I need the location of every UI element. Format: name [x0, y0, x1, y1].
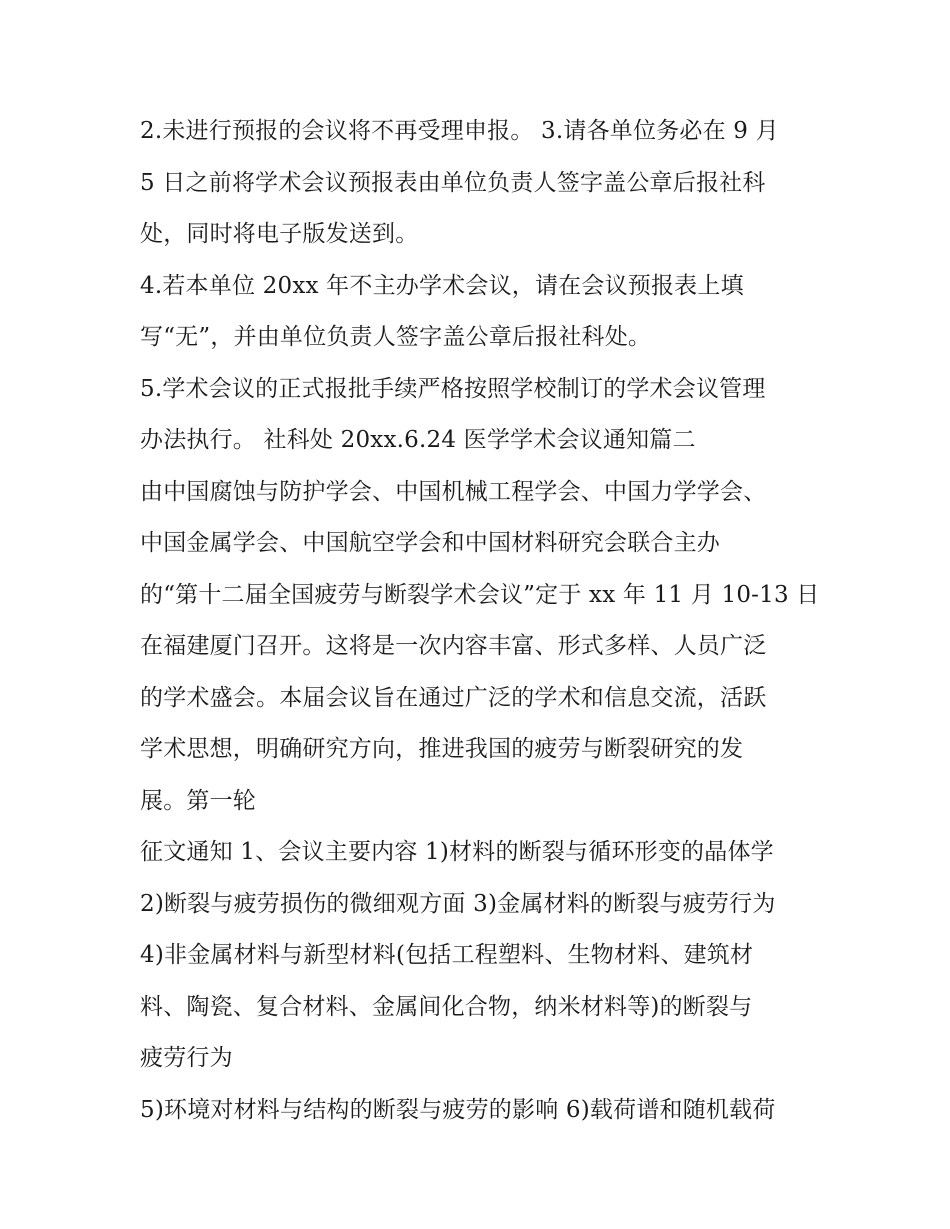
text-line: 5)环境对材料与结构的断裂与疲劳的影响 6)载荷谱和随机载荷 — [140, 1096, 776, 1123]
text-line: 在福建厦门召开。这将是一次内容丰富、形式多样、人员广泛 — [140, 633, 767, 659]
text-line: 写“无”，并由单位负责人签字盖公章后报社科处。 — [140, 324, 652, 350]
text-line: 2.未进行预报的会议将不再受理申报。 3.请各单位务必在 9 月 — [140, 118, 779, 144]
text-line: 5.学术会议的正式报批手续严格按照学校制订的学术会议管理 — [140, 375, 766, 402]
text-line: 5 日之前将学术会议预报表由单位负责人签字盖公章后报社科 — [140, 169, 766, 196]
text-line: 2)断裂与疲劳损伤的微细观方面 3)金属材料的断裂与疲劳行为 — [140, 890, 776, 917]
text-line: 征文通知 1、会议主要内容 1)材料的断裂与循环形变的晶体学 — [140, 839, 774, 865]
text-line: 由中国腐蚀与防护学会、中国机械工程学会、中国力学学会、 — [140, 478, 767, 505]
text-line: 的学术盛会。本届会议旨在通过广泛的学术和信息交流，活跃 — [140, 684, 767, 711]
document-body — [140, 106, 840, 1136]
text-line: 疲劳行为 — [140, 1045, 233, 1071]
text-line: 处，同时将电子版发送到。 — [140, 221, 419, 247]
text-line: 中国金属学会、中国航空学会和中国材料研究会联合主办 — [140, 530, 720, 556]
text-line: 学术思想，明确研究方向，推进我国的疲劳与断裂研究的发 — [140, 736, 744, 762]
text-line: 料、陶瓷、复合材料、金属间化合物，纳米材料等)的断裂与 — [140, 993, 753, 1020]
text-line: 办法执行。 社科处 20xx.6.24 医学学术会议通知篇二 — [140, 427, 696, 453]
text-line: 的“第十二届全国疲劳与断裂学术会议”定于 xx 年 11 月 10-13 日 — [140, 581, 820, 608]
text-line: 展。第一轮 — [140, 787, 256, 814]
text-line: 4)非金属材料与新型材料(包括工程塑料、生物材料、建筑材 — [140, 942, 754, 968]
text-line: 4.若本单位 20xx 年不主办学术会议，请在会议预报表上填 — [140, 272, 744, 299]
